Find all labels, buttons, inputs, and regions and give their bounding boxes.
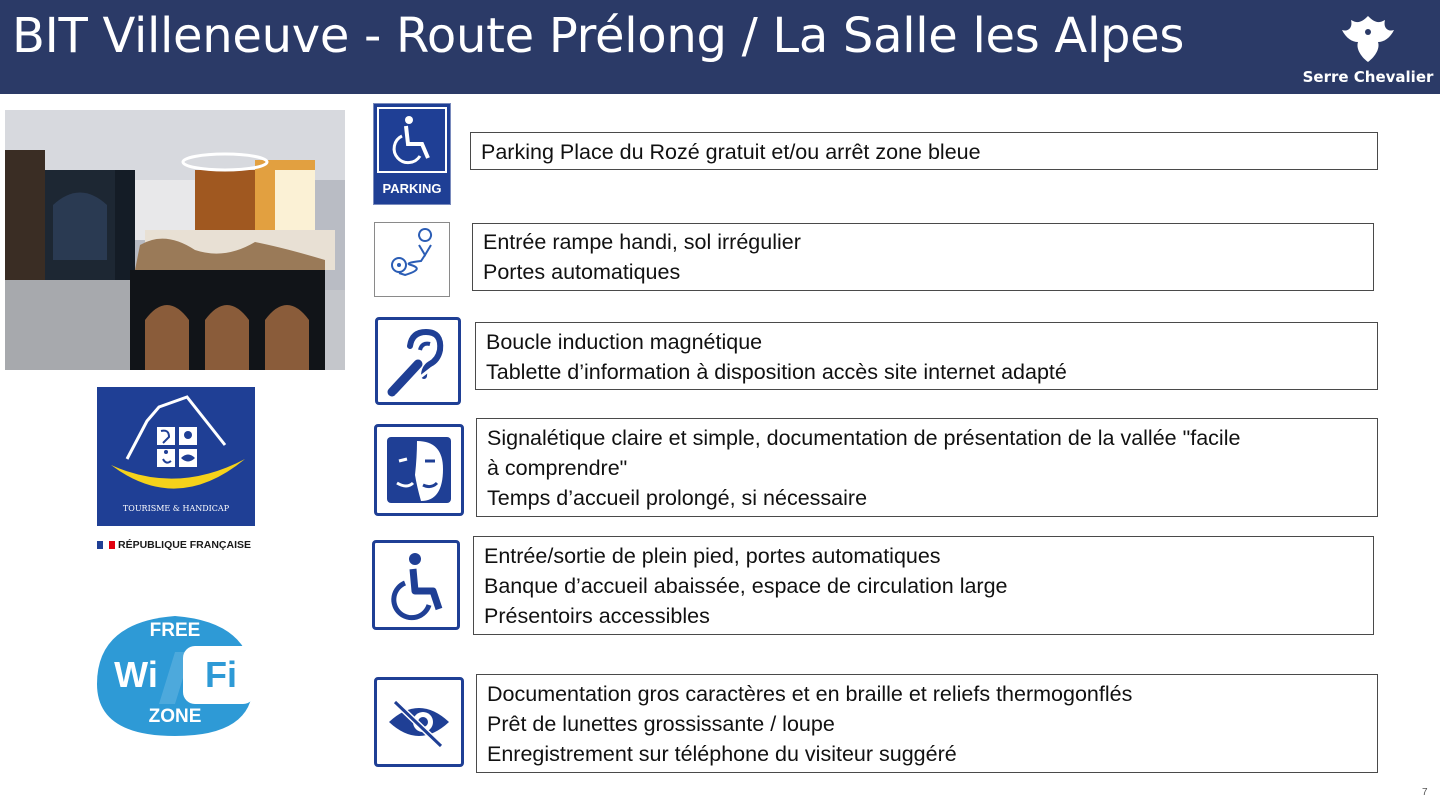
feature-box-mental [476,418,1378,517]
feature-box-mobility [473,536,1374,635]
page-title: BIT Villeneuve - Route Prélong / La Salle les Alpes [12,8,1185,64]
feature-text: Entrée rampe handi, sol irrégulier [483,230,801,254]
feature-text: Signalétique claire et simple, documentation de présentation de la vallée "facile [487,426,1241,450]
page-number: 7 [1422,787,1428,798]
parking-label: PARKING [382,181,442,196]
hearing-ear-icon [375,317,461,405]
wifi-zone-text: ZONE [148,706,202,727]
french-flag-icon [97,541,115,549]
feature-text: Documentation gros caractères et en braille et reliefs thermogonflés [487,682,1133,706]
tourisme-handicap-label: TOURISME & HANDICAP [122,504,230,513]
wheelchair-icon [372,540,460,630]
feature-box-entrance [472,223,1374,291]
tourisme-handicap-logo [97,387,255,526]
feature-text: Boucle induction magnétique [486,330,763,354]
wifi-fi-text: Fi [205,654,237,695]
feature-box-visual [476,674,1378,773]
feature-text: Banque d’accueil abaissée, espace de circulation large [484,574,1008,598]
feature-box-hearing [475,322,1378,390]
visual-impairment-eye-icon [374,677,464,767]
feature-text: Prêt de lunettes grossissante / loupe [487,712,835,736]
feature-text: Tablette d’information à disposition accès site internet adapté [486,360,1067,384]
feature-text: Parking Place du Rozé gratuit et/ou arrêt zone bleue [481,140,981,164]
feature-text: Portes automatiques [483,260,681,284]
header-banner [0,0,1440,94]
parking-accessible-icon [373,103,451,205]
feature-text: Enregistrement sur téléphone du visiteur suggéré [487,742,957,766]
feature-text: Temps d’accueil prolongé, si nécessaire [487,486,868,510]
feature-text: Présentoirs accessibles [484,604,710,628]
feature-text: à comprendre" [487,456,628,480]
republique-text: RÉPUBLIQUE FRANÇAISE [118,539,252,551]
free-wifi-badge [91,612,259,740]
brand-name: Serre Chevalier [1302,68,1434,86]
wifi-free-text: FREE [149,620,201,641]
wifi-wi-text: Wi [114,654,158,695]
office-photo [5,110,345,370]
feature-box-parking [470,132,1378,170]
mental-face-icon [374,424,464,516]
feature-text: Entrée/sortie de plein pied, portes automatiques [484,544,941,568]
serre-chevalier-logo [1296,14,1440,90]
route-pin-icon [374,222,450,297]
republique-francaise-label [97,539,251,551]
eagle-icon [1296,14,1440,66]
